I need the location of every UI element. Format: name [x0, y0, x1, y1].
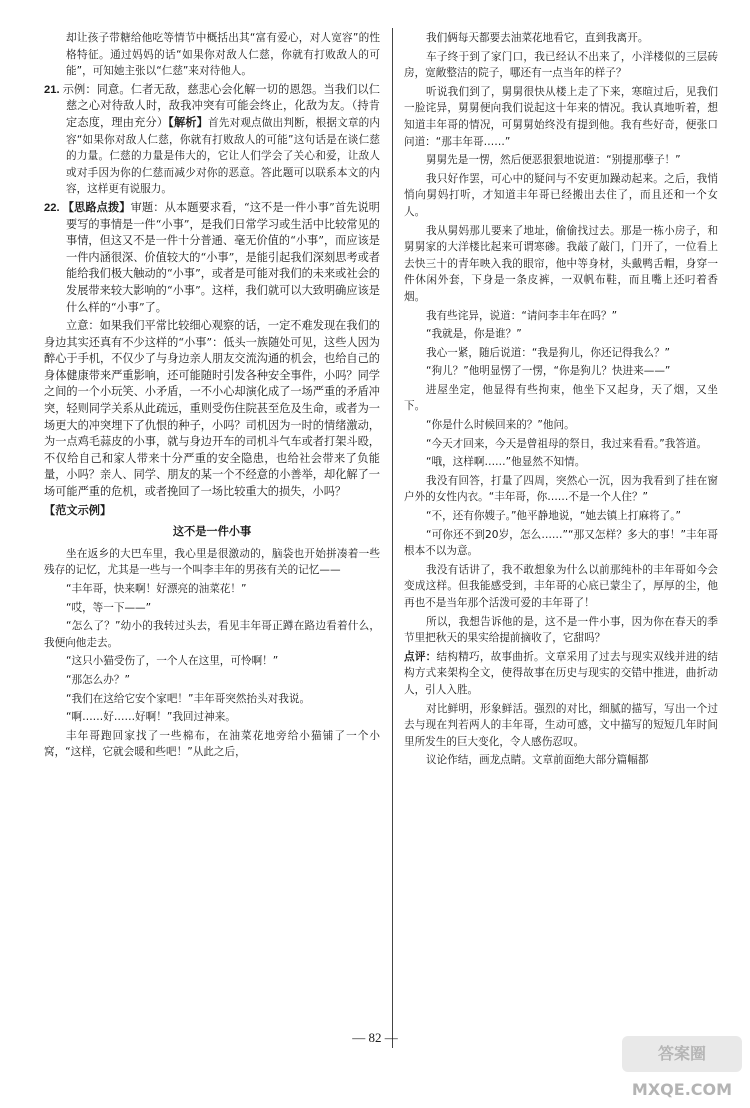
essay-paragraph: “哦，这样啊……”他显然不知情。 — [426, 456, 586, 469]
essay-paragraph: “怎么了？”幼小的我转过头去，看见丰年哥正蹲在路边看着什么，我便向他走去。 — [44, 620, 380, 649]
essay-paragraph: 我从舅妈那儿要来了地址，偷偷找过去。那是一栋小房子，和舅舅家的大洋楼比起来可谓寒碜。我敲了敲门，门开了，一位看上去快三十的青年映入我的眼帘，他中等身材，头戴鸭舌帽，身穿一件休闲外套，下身是一条皮裤，一双帆布鞋，而且嘴上还叼着香烟。 — [404, 224, 718, 303]
essay-paragraph: 听说我们到了，舅舅很快从楼上走了下来，寒暄过后，见我们一脸诧异，舅舅便向我们说起这十年来的情况。我认真地听着，想知道丰年哥的情况，可舅舅始终没有提到他。我有些好奇，便张口问道：“那丰年哥……” — [404, 85, 718, 148]
sample-essay-tag: 【范文示例】 — [44, 503, 112, 517]
essay-paragraph: 丰年哥跑回家找了一些棉布，在油菜花地旁给小猫铺了一个小窝，“这样，它就会暖和些吧！”从此之后， — [44, 729, 380, 759]
essay-paragraph: 我们俩每天都要去油菜花地看它，直到我离开。 — [426, 32, 649, 44]
essay-paragraph: “我们在这给它安个家吧！”丰年哥突然抬头对我说。 — [66, 692, 311, 705]
page-number: — 82 — — [352, 1030, 398, 1045]
watermark-logo: 答案圈 MXQE.COM — [622, 1036, 742, 1072]
left-column — [44, 30, 380, 763]
question-22-review: 审题：从本题要求看，“这不是一件小事”首先说明要写的事情是一件“小事”，是我们日常学习或生活中比较常见的事情，但这又不是一件十分普通、毫无价值的“小事”，而应该是一件内涵很深、价值较大的“小事”，是能引起我们深刻思考或者能给我们极大触动的“小事”，或者是可能对我们的未来或社会的发展带来较大影响的“小事”。这样，我们就可以大致明确应该是什么样的“小事”了。 — [66, 200, 380, 314]
question-21-analysis: 首先对观点做出判断，根据文章的内容“如果你对敌人仁慈，你就有打败敌人的可能”这句话是在谈仁慈的力量。仁慈的力量是伟大的，它让人们学会了关心和爱，让敌人或对手因为你的仁慈而减少对你的恶意。答此题可以联系本文的内容，这样更有说服力。 — [66, 116, 381, 196]
essay-paragraph: 车子终于到了家门口，我已经认不出来了，小洋楼似的三层砖房，宽敞整洁的院子，哪还有一点当年的样子？ — [404, 50, 718, 80]
essay-paragraph: “你是什么时候回来的？”他问。 — [426, 419, 575, 432]
essay-paragraph: “哎，等一下——” — [66, 601, 152, 614]
essay-paragraph: 坐在返乡的大巴车里，我心里是很激动的，脑袋也开始拼凑着一些残存的记忆，尤其是一些与一个叫李丰年的男孩有关的记忆—— — [44, 547, 380, 577]
analysis-tag: 【解析】 — [168, 115, 209, 129]
question-21-answer: 示例：同意。仁者无敌，慈悲心会化解一切的恩怨。当我们以仁慈之心对待敌人时，敌我冲突有可能会终止，化敌为友。（持肯定态度，理由充分） — [62, 82, 380, 129]
hint-tag: 【思路点拨】 — [62, 200, 131, 214]
question-22 — [44, 200, 380, 316]
essay-paragraph: “啊……好……好啊！”我回过神来。 — [66, 711, 236, 724]
essay-paragraph: 进屋坐定，他显得有些拘束，他坐下又起身，天了烟，又坐下。 — [404, 383, 718, 413]
essay-paragraph: “今天才回来，今天是曾祖母的祭日，我过来看看。”我答道。 — [426, 437, 708, 450]
essay-paragraph: “不，还有你嫂子。”他平静地说，“她去镇上打麻将了。” — [426, 510, 682, 523]
question-number: 21. — [44, 83, 60, 96]
analysis-continuation: 却让孩子带糖给他吃等情节中概括出其“富有爱心，对人宽容”的性格特征。通过妈妈的话“如果你对敌人仁慈，你就有打败敌人的可能”，可知她主张以“仁慈”来对待他人。 — [66, 32, 380, 78]
essay-title: 这不是一件小事 — [172, 524, 252, 539]
comment-tag: 点评： — [404, 650, 437, 663]
essay-paragraph: “可你还不到20岁，怎么……”“那又怎样？多大的事！”丰年哥根本不以为意。 — [404, 528, 718, 558]
essay-paragraph: 我只好作罢，可心中的疑问与不安更加躁动起来。之后，我悄悄向舅妈打听，才知道丰年哥已经搬出去住了，而且还和一个女人。 — [404, 172, 718, 218]
comment-contrast: 对比鲜明，形象鲜活。强烈的对比，细腻的描写，写出一个过去与现在判若两人的丰年哥，生动可感，文中描写的短短几年时间里所发生的巨大变化，令人感伤忍叹。 — [404, 702, 718, 748]
comment-text: 结构精巧，故事曲折。文章采用了过去与现实双线并进的结构方式来架构全文，使得故事在历史与现实的交错中推进，曲折动人，引人入胜。 — [404, 650, 719, 696]
question-21 — [44, 82, 380, 198]
comment-discussion: 议论作结，画龙点睛。文章前面绝大部分篇幅都 — [426, 754, 649, 767]
column-divider — [392, 28, 393, 1048]
essay-paragraph: “那怎么办？” — [66, 673, 130, 686]
essay-paragraph: 我心一紧，随后说道：“我是狗儿，你还记得我么？” — [426, 346, 671, 359]
essay-paragraph: 我没有回答，打量了四周，突然心一沉，因为我看到了挂在窗户外的女性内衣。“丰年哥，你……不是一个人住？” — [404, 474, 718, 504]
essay-paragraph: “丰年哥，快来啊！好漂亮的油菜花！” — [66, 583, 247, 595]
essay-paragraph: “这只小猫受伤了，一个人在这里，可怜啊！” — [66, 655, 279, 668]
essay-paragraph: 舅舅先是一愣，然后便恶狠狠地说道：“别提那孽子！” — [426, 154, 681, 167]
question-number: 22. — [44, 201, 60, 214]
question-22-idea: 立意：如果我们平常比较细心观察的话，一定不难发现在我们的身边其实还真有不少这样的“小事”：低头一族随处可见，这些人因为醉心于手机，不仅少了与身边亲人朋友交流沟通的机会，也给自己的身体健康带来严重影响，还可能随时引发各种安全事件，小吗？同学之间的一个小玩笑、小矛盾，一不小心却演化成了一场严重的矛盾冲突，轻则同学关系从此疏远，重则受伤住院甚至危及生命，或者为一场更大的冲突埋下了仇恨的种子，小吗？司机因为一时的情绪激动，为一点鸡毛蒜皮的小事，就与身边开车的司机斗气车或者打架斗殴，不仅给自己和家人带来十分严重的安全隐患，也给社会带来了负能量，小吗？亲人、同学、朋友的某一个不经意的小善举，却化解了一场可能严重的危机，或者挽回了一场比较重大的损失，小吗？ — [44, 319, 380, 499]
essay-paragraph: 我有些诧异，说道：“请问李丰年在吗？” — [426, 309, 618, 322]
essay-paragraph: “我就是，你是谁？” — [426, 328, 522, 341]
comment — [404, 649, 718, 699]
essay-paragraph: 我没有话讲了，我不敢想象为什么以前那纯朴的丰年哥如今会变成这样。但我能感受到，丰年哥的心底已蒙尘了，厚厚的尘，他再也不是当年那个活泼可爱的丰年哥了！ — [404, 563, 718, 609]
essay-paragraph: “狗儿？”他明显愣了一愣，“你是狗儿？快进来——” — [426, 365, 671, 378]
right-column — [404, 30, 718, 771]
essay-paragraph: 所以，我想告诉他的是，这不是一件小事，因为你在春天的季节里把秋天的果实给提前摘收了，它甜吗？ — [404, 615, 718, 645]
